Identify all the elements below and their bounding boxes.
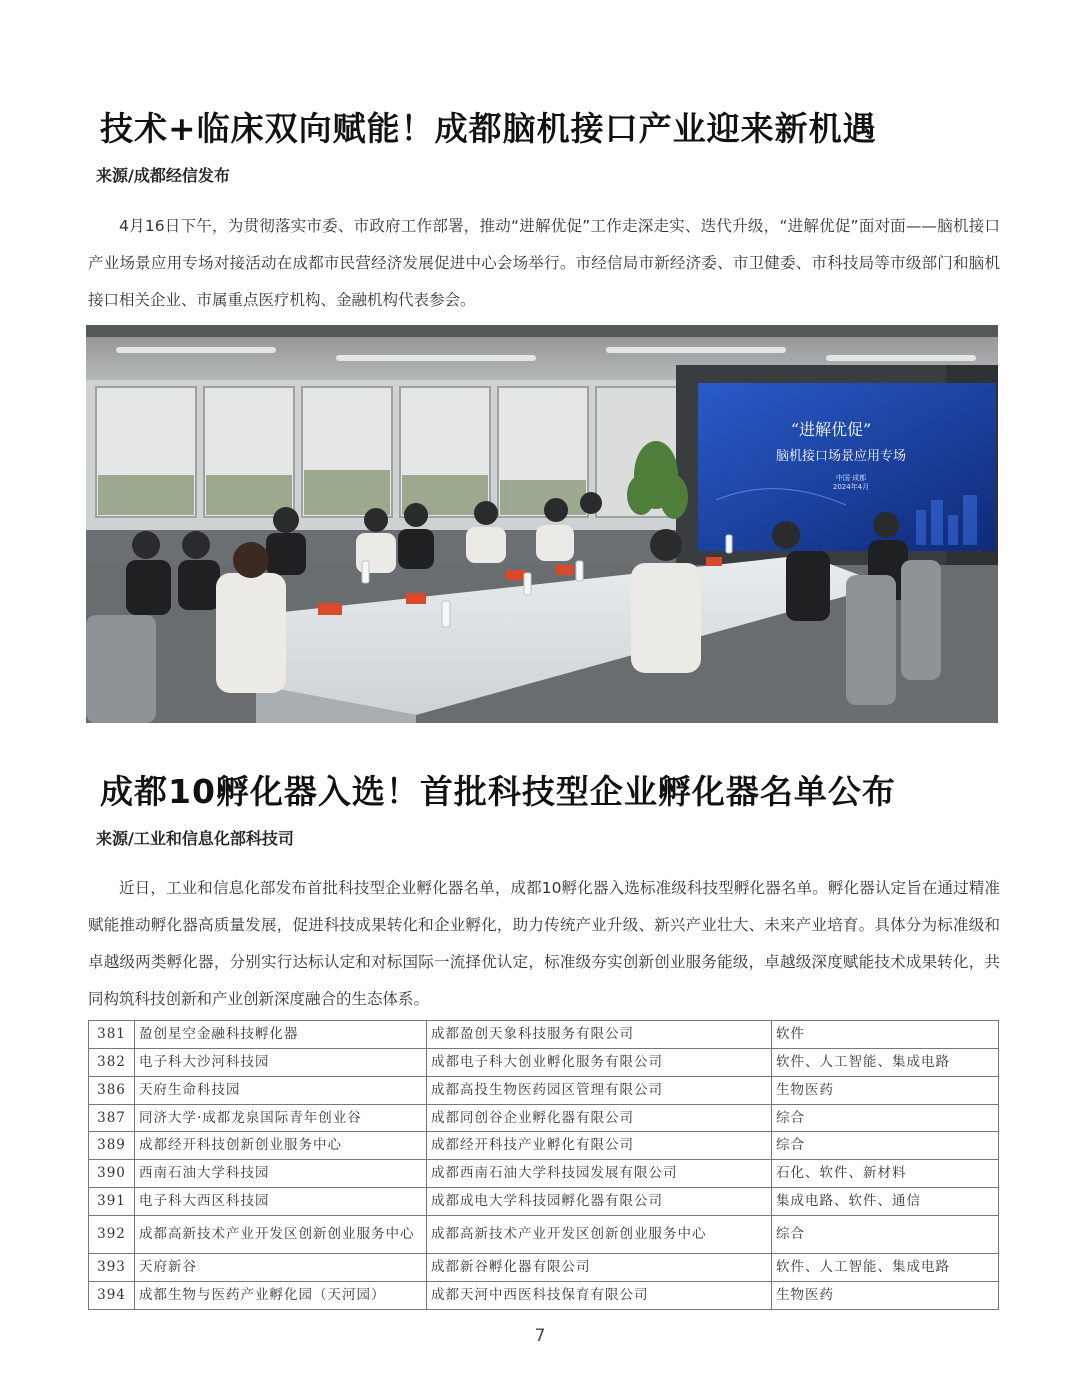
article1-body: 4月16日下午，为贯彻落实市委、市政府工作部署，推动“进解优促”工作走深走实、迭代升级，“进解优促”面对面——脑机接口产业场景应用专场对接活动在成都市民营经济发展促进中心会场举行。市经信局市新经济委、市卫健委、市科技局等市级部门和脑机接口相关企业、市属重点医疗机构、金融机构代表参会。 [88,217,1000,309]
industry-field: 集成电路、软件、通信 [772,1188,999,1216]
incubator-name: 成都生物与医药产业孵化园（天河园） [135,1282,427,1310]
row-number: 394 [89,1282,135,1310]
incubator-name: 成都经开科技创新创业服务中心 [135,1132,427,1160]
incubator-name: 电子科大西区科技园 [135,1188,427,1216]
table-row [89,1160,999,1188]
operator-company: 成都新谷孵化器有限公司 [427,1254,772,1282]
screen-title: “进解优促” [790,420,872,439]
industry-field: 综合 [772,1104,999,1132]
row-number: 382 [89,1048,135,1076]
operator-company: 成都电子科大创业孵化服务有限公司 [427,1048,772,1076]
incubator-name: 天府生命科技园 [135,1076,427,1104]
row-number: 392 [89,1216,135,1254]
meeting-photo-illustration [86,325,998,723]
table-row [89,1132,999,1160]
row-number: 393 [89,1254,135,1282]
article2-body: 近日，工业和信息化部发布首批科技型企业孵化器名单，成都10孵化器入选标准级科技型孵化器名单。孵化器认定旨在通过精准赋能推动孵化器高质量发展，促进科技成果转化和企业孵化，助力传统产业升级、新兴产业壮大、未来产业培育。具体分为标准级和卓越级两类孵化器，分别实行达标认定和对标国际一流择优认定，标准级夯实创新创业服务能级，卓越级深度赋能技术成果转化，共同构筑科技创新和产业创新深度融合的生态体系。 [88,879,1000,1008]
table-row [89,1282,999,1310]
screen-date: 2024年4月 [832,483,870,491]
row-number: 381 [89,1021,135,1049]
article2-title: 成都10孵化器入选！首批科技型企业孵化器名单公布 [100,772,896,811]
operator-company: 成都天河中西医科技保育有限公司 [427,1282,772,1310]
operator-company: 成都经开科技产业孵化有限公司 [427,1132,772,1160]
incubator-name: 电子科大沙河科技园 [135,1048,427,1076]
industry-field: 生物医药 [772,1076,999,1104]
table-row [89,1076,999,1104]
incubator-name: 成都高新技术产业开发区创新创业服务中心 [135,1216,427,1254]
operator-company: 成都高投生物医药园区管理有限公司 [427,1076,772,1104]
industry-field: 软件、人工智能、集成电路 [772,1048,999,1076]
operator-company: 成都盈创天象科技服务有限公司 [427,1021,772,1049]
table-row [89,1216,999,1254]
screen-subtitle: 脑机接口场景应用专场 [775,449,907,464]
screen-location: 中国·成都 [835,474,867,482]
industry-field: 综合 [772,1132,999,1160]
industry-field: 综合 [772,1216,999,1254]
article1-source: 来源/成都经信发布 [96,166,230,185]
incubator-name: 盈创星空金融科技孵化器 [135,1021,427,1049]
industry-field: 软件 [772,1021,999,1049]
incubator-name: 西南石油大学科技园 [135,1160,427,1188]
incubator-table [88,1020,999,1310]
operator-company: 成都高新技术产业开发区创新创业服务中心 [427,1216,772,1254]
industry-field: 生物医药 [772,1282,999,1310]
row-number: 391 [89,1188,135,1216]
operator-company: 成都成电大学科技园孵化器有限公司 [427,1188,772,1216]
table-row [89,1188,999,1216]
page-number: 7 [534,1326,546,1346]
row-number: 386 [89,1076,135,1104]
operator-company: 成都西南石油大学科技园发展有限公司 [427,1160,772,1188]
table-row [89,1021,999,1049]
table-row [89,1048,999,1076]
row-number: 387 [89,1104,135,1132]
meeting-photo [86,325,998,723]
incubator-name: 天府新谷 [135,1254,427,1282]
industry-field: 软件、人工智能、集成电路 [772,1254,999,1282]
row-number: 389 [89,1132,135,1160]
incubator-name: 同济大学·成都龙泉国际青年创业谷 [135,1104,427,1132]
industry-field: 石化、软件、新材料 [772,1160,999,1188]
operator-company: 成都同创谷企业孵化器有限公司 [427,1104,772,1132]
table-row [89,1104,999,1132]
article2-source: 来源/工业和信息化部科技司 [96,829,294,848]
article1-title: 技术+临床双向赋能！成都脑机接口产业迎来新机遇 [100,109,877,148]
table-row [89,1254,999,1282]
row-number: 390 [89,1160,135,1188]
